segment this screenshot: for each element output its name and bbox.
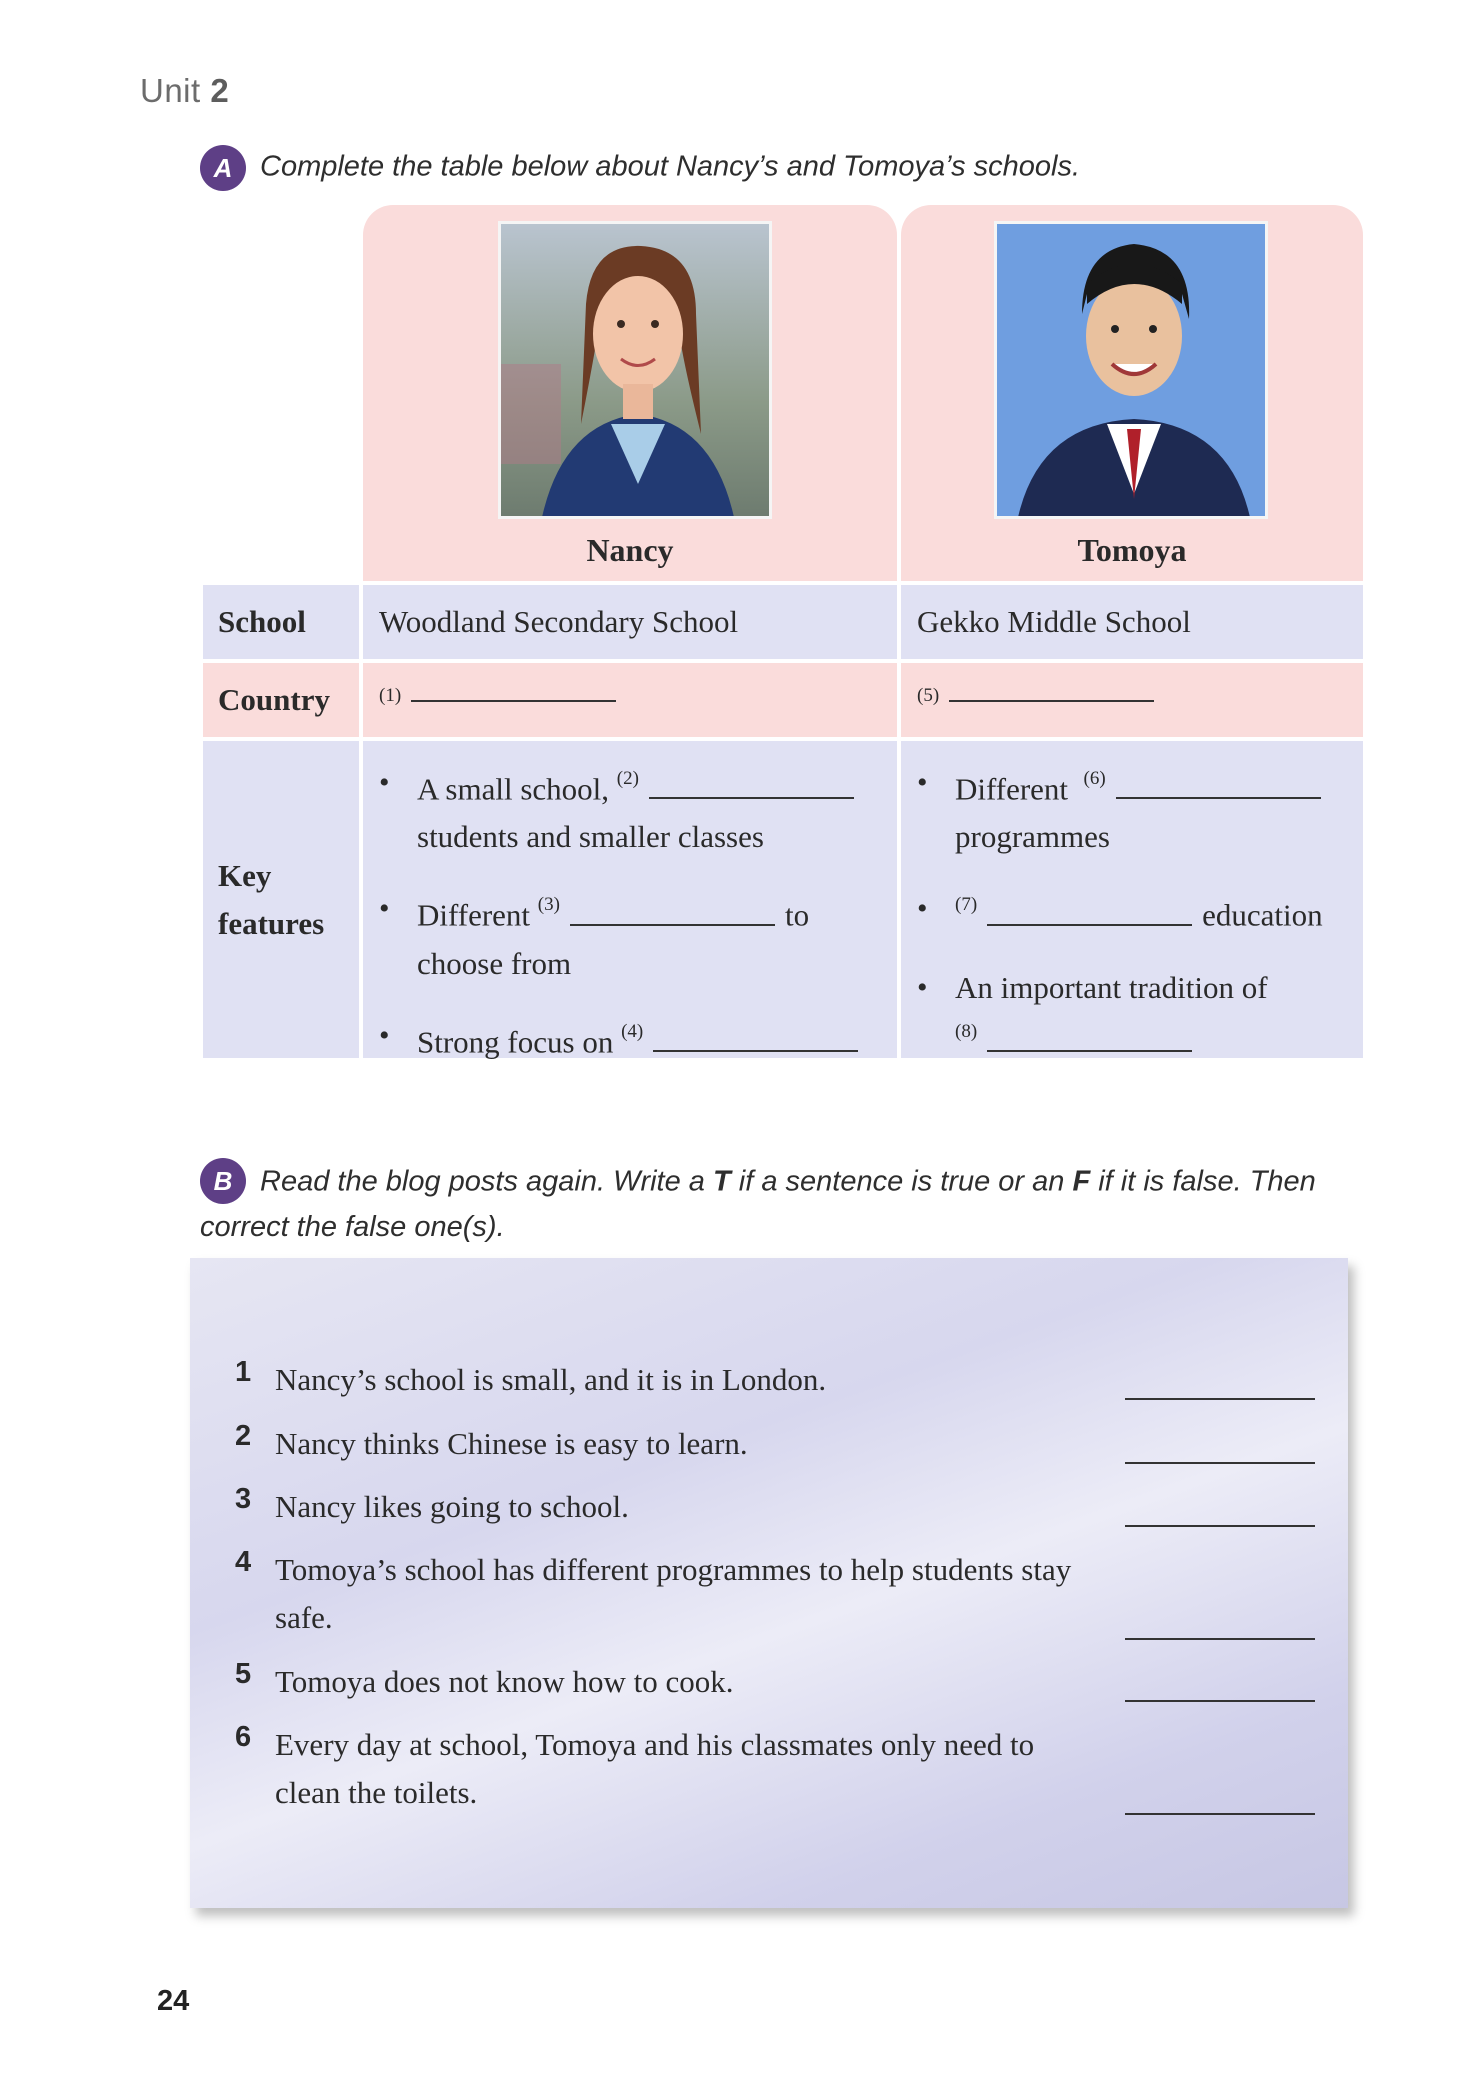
statement-number: 1 <box>235 1356 252 1388</box>
section-a-badge: A <box>200 145 246 191</box>
statement-number: 5 <box>235 1658 252 1690</box>
nancy-feature <box>379 759 889 861</box>
nancy-header <box>363 205 897 581</box>
statement-text: Tomoya does not know how to cook. <box>275 1664 734 1699</box>
blank-3-line[interactable] <box>570 923 775 926</box>
nancy-photo <box>498 221 772 519</box>
nancy-key-features <box>363 741 897 1058</box>
key-features-label-line2: features <box>218 905 325 941</box>
feature-text: programmes <box>955 819 1110 855</box>
statement-number: 4 <box>235 1546 252 1578</box>
nancy-feature <box>379 885 889 987</box>
tomoya-feature <box>917 885 1355 939</box>
tomoya-name: Tomoya <box>1077 532 1187 568</box>
blank-6-number: (6) <box>1083 768 1106 789</box>
section-a-instruction <box>200 145 1080 191</box>
answer-line[interactable] <box>1125 1525 1315 1527</box>
feature-text: Different <box>955 771 1069 807</box>
key-features-row-label <box>203 741 359 1058</box>
nancy-country <box>363 663 897 737</box>
instr-text: Read the blog posts again. Write a <box>260 1165 713 1198</box>
feature-text: Strong focus on <box>417 1023 614 1059</box>
section-a-text: Complete the table below about Nancy’s and Tomoya’s schools. <box>260 150 1081 183</box>
page-number: 24 <box>157 1985 190 2017</box>
true-false-paper <box>190 1258 1348 1908</box>
school-row-label: School <box>203 585 359 659</box>
blank-1-number: (1) <box>379 685 402 706</box>
statement-text: Nancy thinks Chinese is easy to learn. <box>275 1426 748 1461</box>
blank-3-number: (3) <box>537 894 560 916</box>
blank-5-line[interactable] <box>949 699 1154 702</box>
instr-t: T <box>712 1165 731 1198</box>
tomoya-school: Gekko Middle School <box>901 585 1363 659</box>
tomoya-feature <box>917 964 1355 1066</box>
unit-heading <box>140 72 229 110</box>
instr-text: if it is false. Then correct the false one(s). <box>200 1165 1316 1243</box>
blank-2-line[interactable] <box>649 796 854 799</box>
feature-text: Different <box>417 897 531 933</box>
blank-7-number: (7) <box>955 894 978 916</box>
feature-text: to choose from <box>417 897 810 981</box>
section-b-badge: B <box>200 1158 246 1204</box>
answer-line[interactable] <box>1125 1638 1315 1640</box>
blank-1-line[interactable] <box>411 699 616 702</box>
blank-6-line[interactable] <box>1116 796 1321 799</box>
blank-4-number: (4) <box>621 1020 644 1042</box>
blank-7-line[interactable] <box>987 923 1192 926</box>
answer-line[interactable] <box>1125 1813 1315 1815</box>
feature-text: students and smaller classes <box>417 819 764 855</box>
instr-f: F <box>1072 1165 1091 1198</box>
blank-4-line[interactable] <box>653 1049 858 1052</box>
answer-line[interactable] <box>1125 1462 1315 1464</box>
statement-number: 3 <box>235 1483 252 1515</box>
tomoya-country <box>901 663 1363 737</box>
statement-text: Nancy likes going to school. <box>275 1489 629 1524</box>
unit-label: Unit <box>140 72 201 109</box>
nancy-name: Nancy <box>586 532 674 568</box>
answer-line[interactable] <box>1125 1700 1315 1702</box>
answer-line[interactable] <box>1125 1398 1315 1400</box>
section-b-instruction <box>200 1160 1330 1248</box>
statement-text: Nancy’s school is small, and it is in London. <box>275 1362 827 1397</box>
blank-5-number: (5) <box>917 685 940 706</box>
blank-8-number: (8) <box>955 1020 978 1042</box>
blank-8-line[interactable] <box>987 1049 1192 1052</box>
unit-number: 2 <box>210 72 230 109</box>
instr-text: if a sentence is true or an <box>730 1165 1073 1198</box>
country-row-label: Country <box>203 663 359 737</box>
statement-text: Tomoya’s school has different programmes to help students stay safe. <box>275 1552 1072 1635</box>
feature-text: A small school, <box>417 771 610 807</box>
blank-2-number: (2) <box>616 768 639 789</box>
statement-number: 6 <box>235 1721 252 1753</box>
tomoya-key-features <box>901 741 1363 1058</box>
nancy-school: Woodland Secondary School <box>363 585 897 659</box>
feature-text: education <box>1202 897 1323 933</box>
schools-table <box>203 205 1363 1060</box>
statement-number: 2 <box>235 1420 252 1452</box>
statement-text: Every day at school, Tomoya and his classmates only need to clean the toilets. <box>275 1727 1035 1810</box>
key-features-label-line1: Key <box>218 857 272 893</box>
tomoya-feature <box>917 759 1355 861</box>
feature-text: An important tradition of <box>955 969 1268 1005</box>
tomoya-photo <box>994 221 1268 519</box>
tomoya-header <box>901 205 1363 581</box>
nancy-feature <box>379 1012 889 1066</box>
